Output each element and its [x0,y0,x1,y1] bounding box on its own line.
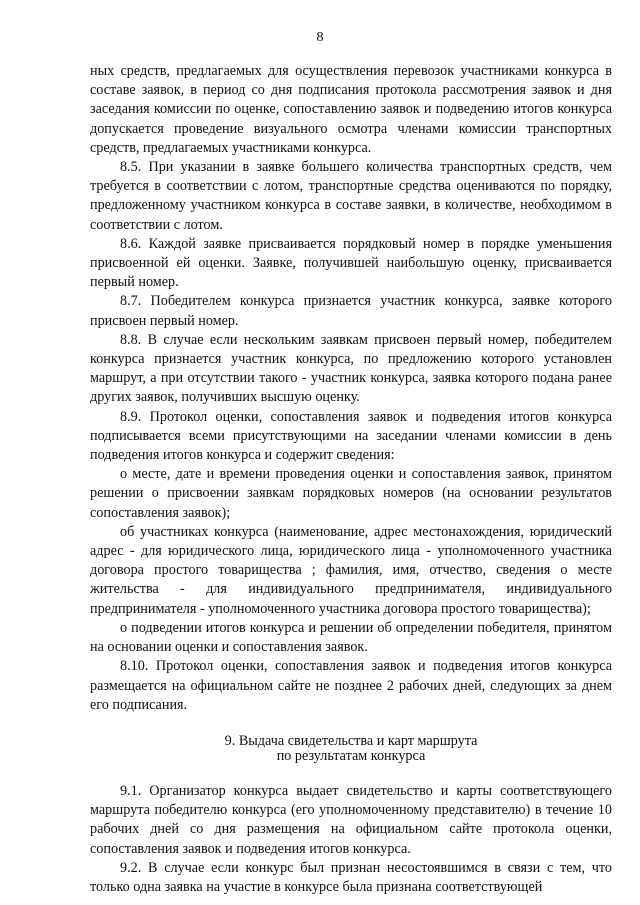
paragraph-8-10: 8.10. Протокол оценки, сопоставления заявок и подведения итогов конкурса размещается на официальном сайте не позднее 2 рабочих дней, следующих за днем его подписания. [90,658,612,713]
paragraph-8-5: 8.5. При указании в заявке большего количества транспортных средств, чем требуется в соответствии с лотом, транспортные средства оцениваются по порядку, предложенному участником конкурса в составе заявки, в количестве, необходимом в соответствии с лотом. [90,159,612,233]
paragraph-8-9: 8.9. Протокол оценки, сопоставления заявок и подведения итогов конкурса подписывается всеми присутствующими на заседании членами комиссии в день подведения итогов конкурса и содержит сведения: [90,408,612,464]
paragraph-9-1: 9.1. Организатор конкурса выдает свидетельство и карты соответствующего маршрута победителю конкурса (его уполномоченному представителю) в течение 10 рабочих дней со дня размещения на официальном сайте протокола оценки, сопоставления заявок и подведения итогов конкурса. [90,782,612,857]
paragraph-continuation: ных средств, предлагаемых для осуществления перевозок участниками конкурса в составе заявок, в период со дня подписания протокола рассмотрения заявок и дня заседания комиссии по оценке, сопоставлению заявок и подведению итогов конкурса допускается проведение визуального осмотра членами комиссии транспортных средств, предлагаемых участниками конкурса. [90,63,612,156]
page-number: 8 [316,30,324,45]
section-9-heading-line-1: 9. Выдача свидетельства и карт маршрута [224,732,478,749]
paragraph-8-8: 8.8. В случае если нескольким заявкам присвоен первый номер, победителем конкурса признается участник конкурса, по предложению которого установлен маршрут, а при отсутствии такого - участник конкурса, заявка которого подана ранее других заявок, получивших высшую оценку. [90,331,612,406]
paragraph-8-9-item-participants: об участниках конкурса (наименование, адрес местонахождения, юридический адрес - для юридического лица, юридического лица - уполномоченного участника договора простого товарищества ; фамилия, имя, отчество, сведения о месте жительства - для индивидуального предпринимателя, индивидуального предпринимателя - уполномоченного участника договора простого товарищества); [90,523,612,617]
paragraph-8-6: 8.6. Каждой заявке присваивается порядковый номер в порядке уменьшения присвоенной ей оценки. Заявке, получившей наибольшую оценку, присваивается первый номер. [90,235,612,291]
paragraph-8-9-item-place-date: о месте, дате и времени проведения оценки и сопоставления заявок, принятом решении о присвоении заявкам порядковых номеров (на основании результатов сопоставления заявок); [90,466,612,521]
paragraph-8-7: 8.7. Победителем конкурса признается участник конкурса, заявке которого присвоен первый номер. [90,293,612,329]
section-9-heading [90,734,612,764]
paragraph-9-2: 9.2. В случае если конкурс был признан несостоявшимся в связи с тем, что только одна заявка на участие в конкурсе была признана соответствующей [90,859,612,895]
section-9-heading-line-2: по результатам конкурса [276,747,426,764]
document-body [90,62,612,897]
paragraph-8-9-item-results: о подведении итогов конкурса и решении об определении победителя, принятом на основании оценки и сопоставления заявок. [90,619,612,656]
